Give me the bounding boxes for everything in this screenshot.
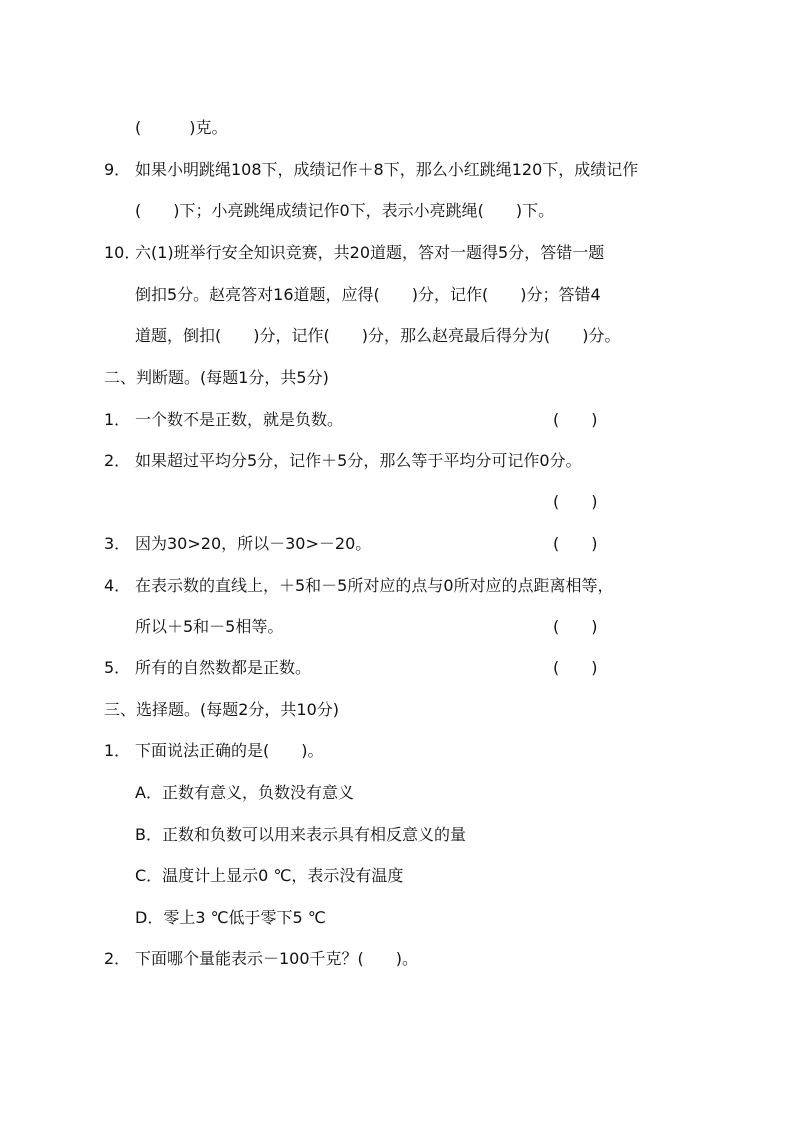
choice-1-option-d: D．零上3 ℃低于零下5 ℃ xyxy=(135,908,326,927)
judge-4-answer-blank: ( ) xyxy=(553,617,598,636)
judge-4-text: 在表示数的直线上，＋5和－5所对应的点与0所对应的点距离相等， xyxy=(135,576,614,595)
question-9-number: 9． xyxy=(104,160,131,179)
question-10-line1: 六(1)班举行安全知识竞赛，共20道题，答对一题得5分，答错一题 xyxy=(135,243,605,262)
judge-1-text: 一个数不是正数，就是负数。 xyxy=(135,410,344,429)
judge-3-answer-blank: ( ) xyxy=(553,534,598,553)
question-10-line2: 倒扣5分。赵亮答对16道题，应得( )分，记作( )分；答错4 xyxy=(135,285,601,304)
judge-1-number: 1． xyxy=(104,410,131,429)
judge-5-text: 所有的自然数都是正数。 xyxy=(135,658,312,677)
judge-3-text: 因为30>20，所以－30>－20。 xyxy=(135,534,372,553)
choice-2-text: 下面哪个量能表示－100千克？( )。 xyxy=(135,949,419,968)
judge-2-answer-blank: ( ) xyxy=(553,492,598,511)
choice-1-number: 1． xyxy=(104,741,131,760)
choice-1-option-c: C．温度计上显示0 ℃，表示没有温度 xyxy=(135,866,404,885)
judge-2-number: 2． xyxy=(104,451,131,470)
question-10-number: 10． xyxy=(104,243,141,262)
prev-question-continuation: ( )克。 xyxy=(135,118,228,137)
section-choice-heading: 三、选择题。(每题2分，共10分) xyxy=(104,700,340,719)
choice-2-number: 2． xyxy=(104,949,131,968)
judge-4-text-cont: 所以＋5和－5相等。 xyxy=(135,617,284,636)
judge-5-answer-blank: ( ) xyxy=(553,658,598,677)
section-judge-heading: 二、判断题。(每题1分，共5分) xyxy=(104,368,329,387)
judge-3-number: 3． xyxy=(104,534,131,553)
question-9-line2: ( )下；小亮跳绳成绩记作0下，表示小亮跳绳( )下。 xyxy=(135,201,555,220)
judge-4-number: 4． xyxy=(104,576,131,595)
judge-1-answer-blank: ( ) xyxy=(553,410,598,429)
question-10-line3: 道题，倒扣( )分，记作( )分，那么赵亮最后得分为( )分。 xyxy=(135,326,621,345)
choice-1-option-a: A．正数有意义，负数没有意义 xyxy=(135,783,354,802)
choice-1-option-b: B．正数和负数可以用来表示具有相反意义的量 xyxy=(135,825,466,844)
question-9-line1: 如果小明跳绳108下，成绩记作＋8下，那么小红跳绳120下，成绩记作 xyxy=(135,160,639,179)
choice-1-text: 下面说法正确的是( )。 xyxy=(135,741,324,760)
judge-5-number: 5． xyxy=(104,658,131,677)
judge-2-text: 如果超过平均分5分，记作＋5分，那么等于平均分可记作0分。 xyxy=(135,451,582,470)
